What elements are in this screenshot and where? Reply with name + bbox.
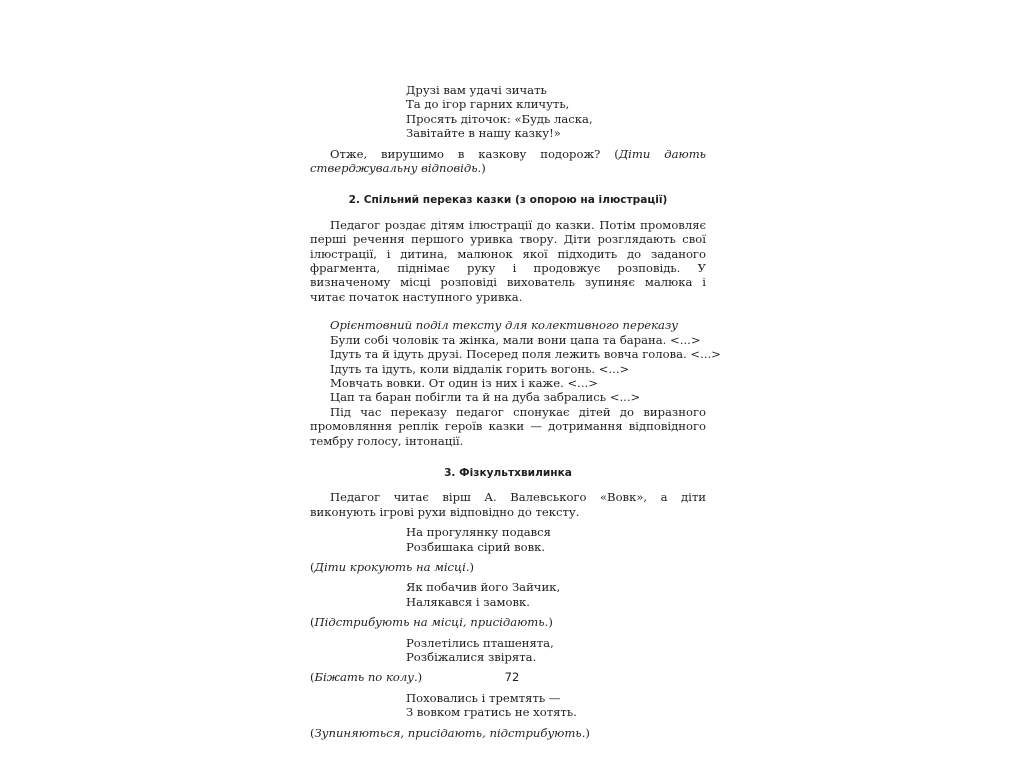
action-1: (Діти крокують на місці.) [310,559,475,574]
stanza-4 [406,691,706,720]
verse-line: Поховались і тремтять — [406,690,561,705]
stanza-1 [406,525,706,554]
intro-verse [406,83,706,141]
verse-line: Розбіжалися звірята. [406,650,537,664]
verse-line: Завітайте в нашу казку!» [406,126,561,141]
section-3-intro: Педагог читає вірш А. Валевського «Вовк», а діти виконують ігрові рухи відповідно до тексту. [310,490,706,519]
section-2-paragraph: Педагог роздає дітям ілюстрації до казки. Потім промовляє перші речення першого уривка твору. Діти розглядають свої ілюстрації, і дитина, малюнок якої підходить до заданого фрагмента, піднімає руку і продовжує розповідь. У визначеному місці розповіді вихователь зупиняє малюка і читає початок наступного уривка. [310,217,706,304]
journey-text: Отже, вирушимо в казкову подорож? ( [330,146,619,161]
division-list [310,318,721,405]
verse-line: З вовком гратись не хотять. [406,705,577,720]
action-4: (Зупиняються, присідають, підстрибують.) [310,725,590,740]
section-2-heading: 2. Спільний переказ казки (з опорою на ілюстрації) [348,194,668,207]
verse-line: Як побачив його Зайчик, [406,580,561,595]
stanza-2 [406,580,706,609]
division-line: Ідуть та ідуть, коли віддалік горить вогонь. <...> [330,361,630,376]
division-line: Були собі чоловік та жінка, мали вони цапа та барана. <...> [330,332,701,347]
verse-line: На прогулянку подався [406,525,551,540]
verse-line: Налякався і замовк. [406,594,530,609]
verse-line: Просять діточок: «Будь ласка, [406,111,593,126]
action-3: (Біжать по колу.) [310,670,423,685]
verse-line: Та до ігор гарних кличуть, [406,97,570,112]
journey-italic: Діти дають стверджувальну відповідь. [310,146,706,176]
journey-close: ) [481,161,486,176]
journey-paragraph [310,147,706,176]
division-line: Мовчать вовки. От один із них і каже. <...> [330,375,598,390]
section-3-heading: 3. Фізкультхвилинка [444,466,572,479]
text-column [310,83,721,740]
division-line: Цап та баран побігли та й на дуба забрались <...> [330,390,641,405]
page-number: 72 [504,670,520,684]
division-line: Ідуть та й ідуть друзі. Посеред поля лежить вовча голова. <...> [330,347,721,362]
verse-line: Друзі вам удачі зичать [406,83,547,97]
stanza-3 [406,636,706,665]
verse-line: Розбишака сірий вовк. [406,539,546,554]
retelling-paragraph: Під час переказу педагог спонукає дітей до виразного промовляння реплік героїв казки — дотримання відповідного тембру голосу, інтонації. [310,404,706,448]
verse-line: Розлетілись пташенята, [406,635,554,650]
action-2: (Підстрибують на місці, присідають.) [310,615,553,630]
division-title: Орієнтовний поділ тексту для колективного переказу [330,318,678,333]
